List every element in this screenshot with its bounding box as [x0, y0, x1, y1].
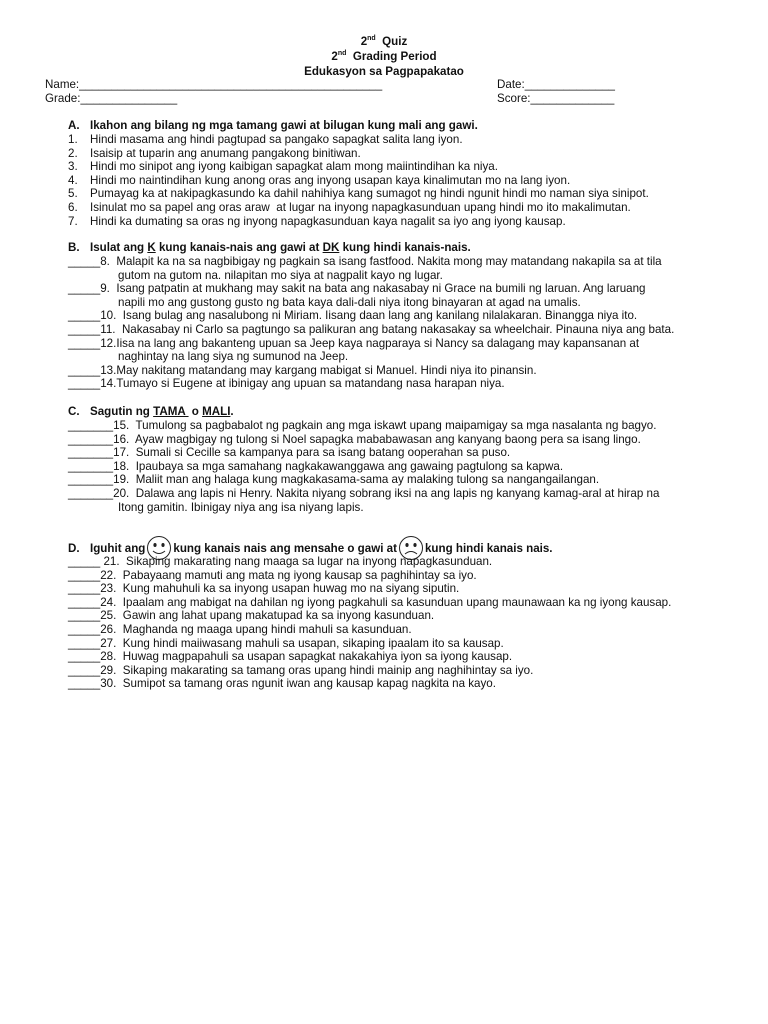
question-continuation: gutom na gutom na. nilapitan mo siya at nagpalit kayo ng lugar.: [118, 268, 443, 282]
section-a-items: [68, 133, 728, 228]
question-item[interactable]: _____27. Kung hindi maiiwasang mahuli sa usapan, sikaping ipaalam ito sa kausap.: [68, 636, 504, 650]
question-item[interactable]: _____10. Isang bulag ang nasalubong ni Miriam. Iisang daan lang ang kanilang nilalakaran. Binangga niya ito.: [68, 309, 638, 323]
question-item[interactable]: _____11. Nakasabay ni Carlo sa pagtungo sa palikuran ang batang nakasakay sa wheelchair. Pinauna niya ang bata.: [68, 322, 675, 336]
grade-field[interactable]: Grade:_______________: [45, 92, 178, 105]
question-item[interactable]: _____22. Pabayaang mamuti ang mata ng iyong kausap sa paghihintay sa iyo.: [68, 568, 477, 582]
section-d-items: [68, 555, 728, 691]
question-item[interactable]: _____9. Isang patpatin at mukhang may sakit na bata ang nakasabay ni Grace na bumili ng laruan. Ang laruang: [68, 282, 646, 296]
item-text: Hindi mo naintindihan kung anong oras ang inyong usapan kaya kinalimutan mo na lang iyon.: [90, 173, 571, 187]
section-a: [68, 119, 728, 228]
question-item[interactable]: _______20. Dalawa ang lapis ni Henry. Nakita niyang sobrang iksi na ang lapis ng kanyang kamag-aral at hirap na: [68, 486, 660, 500]
item-number[interactable]: 7.: [68, 214, 78, 228]
question-item[interactable]: _______19. Maliit man ang halaga kung magkakasama-sama ay malaking tulong sa nangangailangan.: [68, 473, 600, 487]
item-number[interactable]: 3.: [68, 160, 78, 174]
item-number[interactable]: 6.: [68, 200, 78, 214]
list-item[interactable]: [68, 201, 728, 215]
question-item[interactable]: _____23. Kung mahuhuli ka sa inyong usapan huwag mo na siyang siputin.: [68, 582, 460, 596]
question-item[interactable]: _______17. Sumali si Cecille sa kampanya para sa isang batang ooperahan sa puso.: [68, 446, 511, 460]
list-item[interactable]: [68, 215, 728, 229]
list-item[interactable]: [68, 187, 728, 201]
question-item[interactable]: _____8. Malapit ka na sa nagbibigay ng pagkain sa isang fastfood. Nakita mong may matandang nakapila sa at tila: [68, 255, 662, 268]
question-item[interactable]: _____28. Huwag magpapahuli sa usapan sapagkat nakakahiya iyon sa iyong kausap.: [68, 650, 513, 664]
date-field[interactable]: Date:______________: [497, 78, 615, 91]
section-a-title: A. Ikahon ang bilang ng mga tamang gawi at bilugan kung mali ang gawi.: [68, 119, 478, 132]
grading-period: 2nd Grading Period: [331, 50, 437, 63]
list-item[interactable]: [68, 160, 728, 174]
score-field[interactable]: Score:_____________: [497, 92, 615, 105]
section-c: [68, 405, 728, 514]
list-item[interactable]: [68, 174, 728, 188]
name-field[interactable]: Name:_______________________________________________: [45, 78, 383, 91]
section-b-title: B. Isulat ang K kung kanais-nais ang gawi at DK kung hindi kanais-nais.: [68, 241, 471, 254]
item-number[interactable]: 5.: [68, 187, 78, 201]
item-number[interactable]: 4.: [68, 173, 78, 187]
section-c-items: [68, 419, 728, 514]
question-item[interactable]: _____26. Maghanda ng maaga upang hindi mahuli sa kasunduan.: [68, 622, 412, 636]
item-text: Isinulat mo sa papel ang oras araw at lugar na inyong napagkasunduan upang hindi mo ito makalimutan.: [90, 200, 631, 214]
quiz-header: [0, 34, 768, 79]
question-item[interactable]: _____29. Sikaping makarating sa tamang oras upang hindi mainip ang naghihintay sa iyo.: [68, 663, 534, 677]
item-text: Hindi ka dumating sa oras ng inyong napagkasunduan kaya nagalit sa iyo ang iyong kausap.: [90, 214, 566, 228]
question-item[interactable]: _____24. Ipaalam ang mabigat na dahilan ng iyong pagkahuli sa kasunduan upang maunawaan ka ng iyong kausap.: [68, 595, 672, 609]
question-item[interactable]: _____25. Gawin ang lahat upang makatupad ka sa inyong kasunduan.: [68, 609, 435, 623]
item-text: Isaisip at tuparin ang anumang pangakong binitiwan.: [90, 146, 361, 160]
question-item[interactable]: _____14.Tumayo si Eugene at ibinigay ang upuan sa matandang nasa harapan niya.: [68, 377, 505, 391]
list-item[interactable]: [68, 133, 728, 147]
section-b-items: [68, 255, 728, 391]
question-item[interactable]: _______18. Ipaubaya sa mga samahang nagkakawanggawa ang gawaing pagtulong sa kapwa.: [68, 459, 564, 473]
item-text: Pumayag ka at nakipagkasundo ka dahil nahihiya kang sumagot ng hindi ngunit hindi mo naman siya sinipot.: [90, 187, 649, 201]
section-d-title: D. Iguhit ang kung kanais nais ang mensahe o gawi at kung hindi kanais nais.: [68, 535, 728, 555]
question-continuation: Itong gamitin. Ibinigay niya ang isa niyang lapis.: [118, 500, 364, 514]
question-item[interactable]: _____ 21. Sikaping makarating nang maaga sa lugar na inyong napagkasunduan.: [68, 555, 493, 568]
question-item[interactable]: _____13.May nakitang matandang may kargang mabigat si Manuel. Hindi niya ito pinansin.: [68, 363, 537, 377]
question-item[interactable]: _____30. Sumipot sa tamang oras ngunit iwan ang kausap kapag nagkita na kayo.: [68, 677, 496, 691]
list-item[interactable]: [68, 147, 728, 161]
section-b: [68, 241, 728, 391]
question-item[interactable]: _____12.Iisa na lang ang bakanteng upuan sa Jeep kaya nagparaya si Nancy sa dalagang may kapansanan at: [68, 336, 640, 350]
item-text: Hindi masama ang hindi pagtupad sa pangako sapagkat salita lang iyon.: [90, 133, 463, 146]
question-continuation: napili mo ang gustong gusto ng bata kaya dali-dali niya itong binayaran at agad na umalis.: [118, 295, 581, 309]
item-text: Hindi mo sinipot ang iyong kaibigan sapagkat alam mong maiintindihan ka niya.: [90, 160, 498, 174]
quiz-title: 2nd Quiz: [360, 35, 408, 48]
question-item[interactable]: _______15. Tumulong sa pagbabalot ng pagkain ang mga iskawt upang maipamigay sa mga nasalanta ng bagyo.: [68, 419, 657, 432]
section-d: [68, 535, 728, 691]
question-item[interactable]: _______16. Ayaw magbigay ng tulong si Noel sapagka mababawasan ang kanyang baong pera sa isang lingo.: [68, 432, 641, 446]
section-c-title: C. Sagutin ng TAMA o MALI.: [68, 405, 234, 418]
item-number[interactable]: 2.: [68, 146, 78, 160]
item-number[interactable]: 1.: [68, 133, 78, 146]
question-continuation: naghintay na lang siya ng sumunod na Jeep.: [118, 350, 349, 364]
subject-title: Edukasyon sa Pagpapakatao: [304, 65, 464, 78]
